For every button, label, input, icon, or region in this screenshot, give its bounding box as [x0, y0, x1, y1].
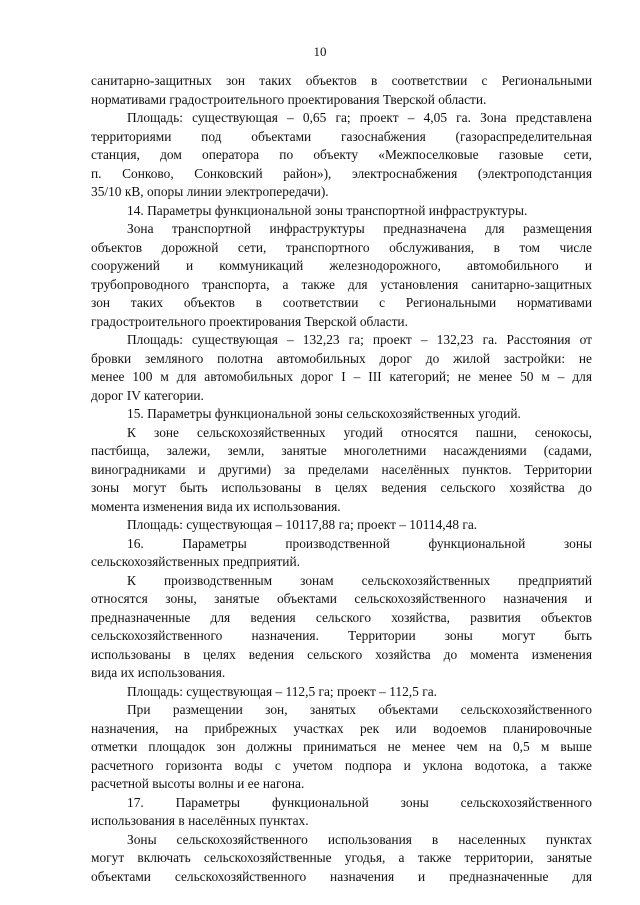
text-line: 16. Параметры производственной функциональной зоны: [127, 535, 592, 551]
text-line: бровки земляного полотна автомобильных дорог до жилой застройки: не: [91, 350, 592, 366]
document-body: [91, 72, 592, 886]
text-line: Площадь: существующая – 112,5 га; проект – 112,5 га.: [127, 683, 437, 699]
text-line: градостроительного проектирования Тверской области.: [91, 313, 408, 329]
text-line: относятся зоны, занятые объектами сельскохозяйственного назначения и: [91, 591, 592, 606]
text-line: использованы в целях ведения сельского хозяйства до момента изменения: [91, 646, 592, 662]
text-line: отметки площадок зон должны приниматься не менее чем на 0,5 м выше: [91, 739, 592, 754]
text-line: 14. Параметры функциональной зоны транспортной инфраструктуры.: [127, 202, 528, 218]
text-line: К зоне сельскохозяйственных угодий относятся пашни, сенокосы,: [127, 424, 592, 440]
text-line: При размещении зон, занятых объектами сельскохозяйственного: [127, 702, 592, 717]
text-line: расчетного горизонта воды с учетом подпора и уклона водотока, а также: [91, 757, 592, 773]
page-number: 10: [313, 44, 327, 59]
text-line: использования в населённых пунктах.: [91, 813, 309, 828]
text-line: Площадь: существующая – 10117,88 га; проект – 10114,48 га.: [127, 517, 478, 532]
text-line: предназначенные для ведения сельского хозяйства, развития объектов: [91, 609, 592, 625]
text-line: 15. Параметры функциональной зоны сельскохозяйственных угодий.: [127, 406, 521, 421]
text-line: трубопроводного транспорта, а также для установления санитарно-защитных: [91, 276, 592, 292]
text-line: Зона транспортной инфраструктуры предназначена для размещения: [127, 221, 592, 236]
text-line: расчетной высоты волны и ее нагона.: [91, 776, 305, 791]
text-line: п. Сонково, Сонковский район»), электроснабжения (электроподстанция: [91, 165, 592, 181]
text-line: назначения, на прибрежных участках рек или водоемов планировочные: [91, 720, 592, 736]
text-line: нормативами градостроительного проектирования Тверской области.: [91, 91, 487, 107]
text-line: Площадь: существующая – 132,23 га; проект – 132,23 га. Расстояния от: [127, 332, 592, 347]
text-line: станция, дом оператора по объекту «Межпоселковые газовые сети,: [91, 147, 592, 162]
text-line: зоны могут быть использованы в целях ведения сельского хозяйства до: [91, 480, 592, 495]
text-line: 17. Параметры функциональной зоны сельскохозяйственного: [127, 794, 592, 810]
text-line: зон таких объектов в соответствии с Региональными нормативами: [91, 295, 592, 310]
text-line: Зоны сельскохозяйственного использования в населенных пунктах: [127, 831, 592, 847]
text-line: объектов дорожной сети, транспортного обслуживания, в том числе: [91, 239, 592, 255]
text-line: вида их использования.: [91, 665, 226, 680]
text-line: могут включать сельскохозяйственные угодья, а также территории, занятые: [91, 850, 592, 865]
text-line: момента изменения вида их использования.: [91, 498, 341, 514]
text-line: сооружений и коммуникаций железнодорожного, автомобильного и: [91, 258, 592, 273]
text-line: сельскохозяйственного назначения. Территории зоны могут быть: [91, 628, 592, 643]
text-line: пастбища, залежи, земли, занятые многолетними насаждениями (садами,: [91, 443, 592, 458]
text-line: менее 100 м для автомобильных дорог I – III категорий; не менее 50 м – для: [91, 369, 592, 384]
text-line: объектами сельскохозяйственного назначения и предназначенные для: [91, 868, 592, 884]
text-line: санитарно-защитных зон таких объектов в соответствии с Региональными: [91, 73, 592, 88]
text-line: 35/10 кВ, опоры линии электропередачи).: [91, 184, 329, 199]
text-line: Площадь: существующая – 0,65 га; проект – 4,05 га. Зона представлена: [127, 110, 592, 125]
text-line: территориями под объектами газоснабжения (газораспределительная: [91, 128, 592, 144]
text-line: виноградниками и другими) за пределами населённых пунктов. Территории: [91, 461, 592, 477]
text-line: К производственным зонам сельскохозяйственных предприятий: [127, 572, 592, 588]
text-line: сельскохозяйственных предприятий.: [91, 554, 300, 569]
text-line: дорог IV категории.: [91, 387, 204, 403]
